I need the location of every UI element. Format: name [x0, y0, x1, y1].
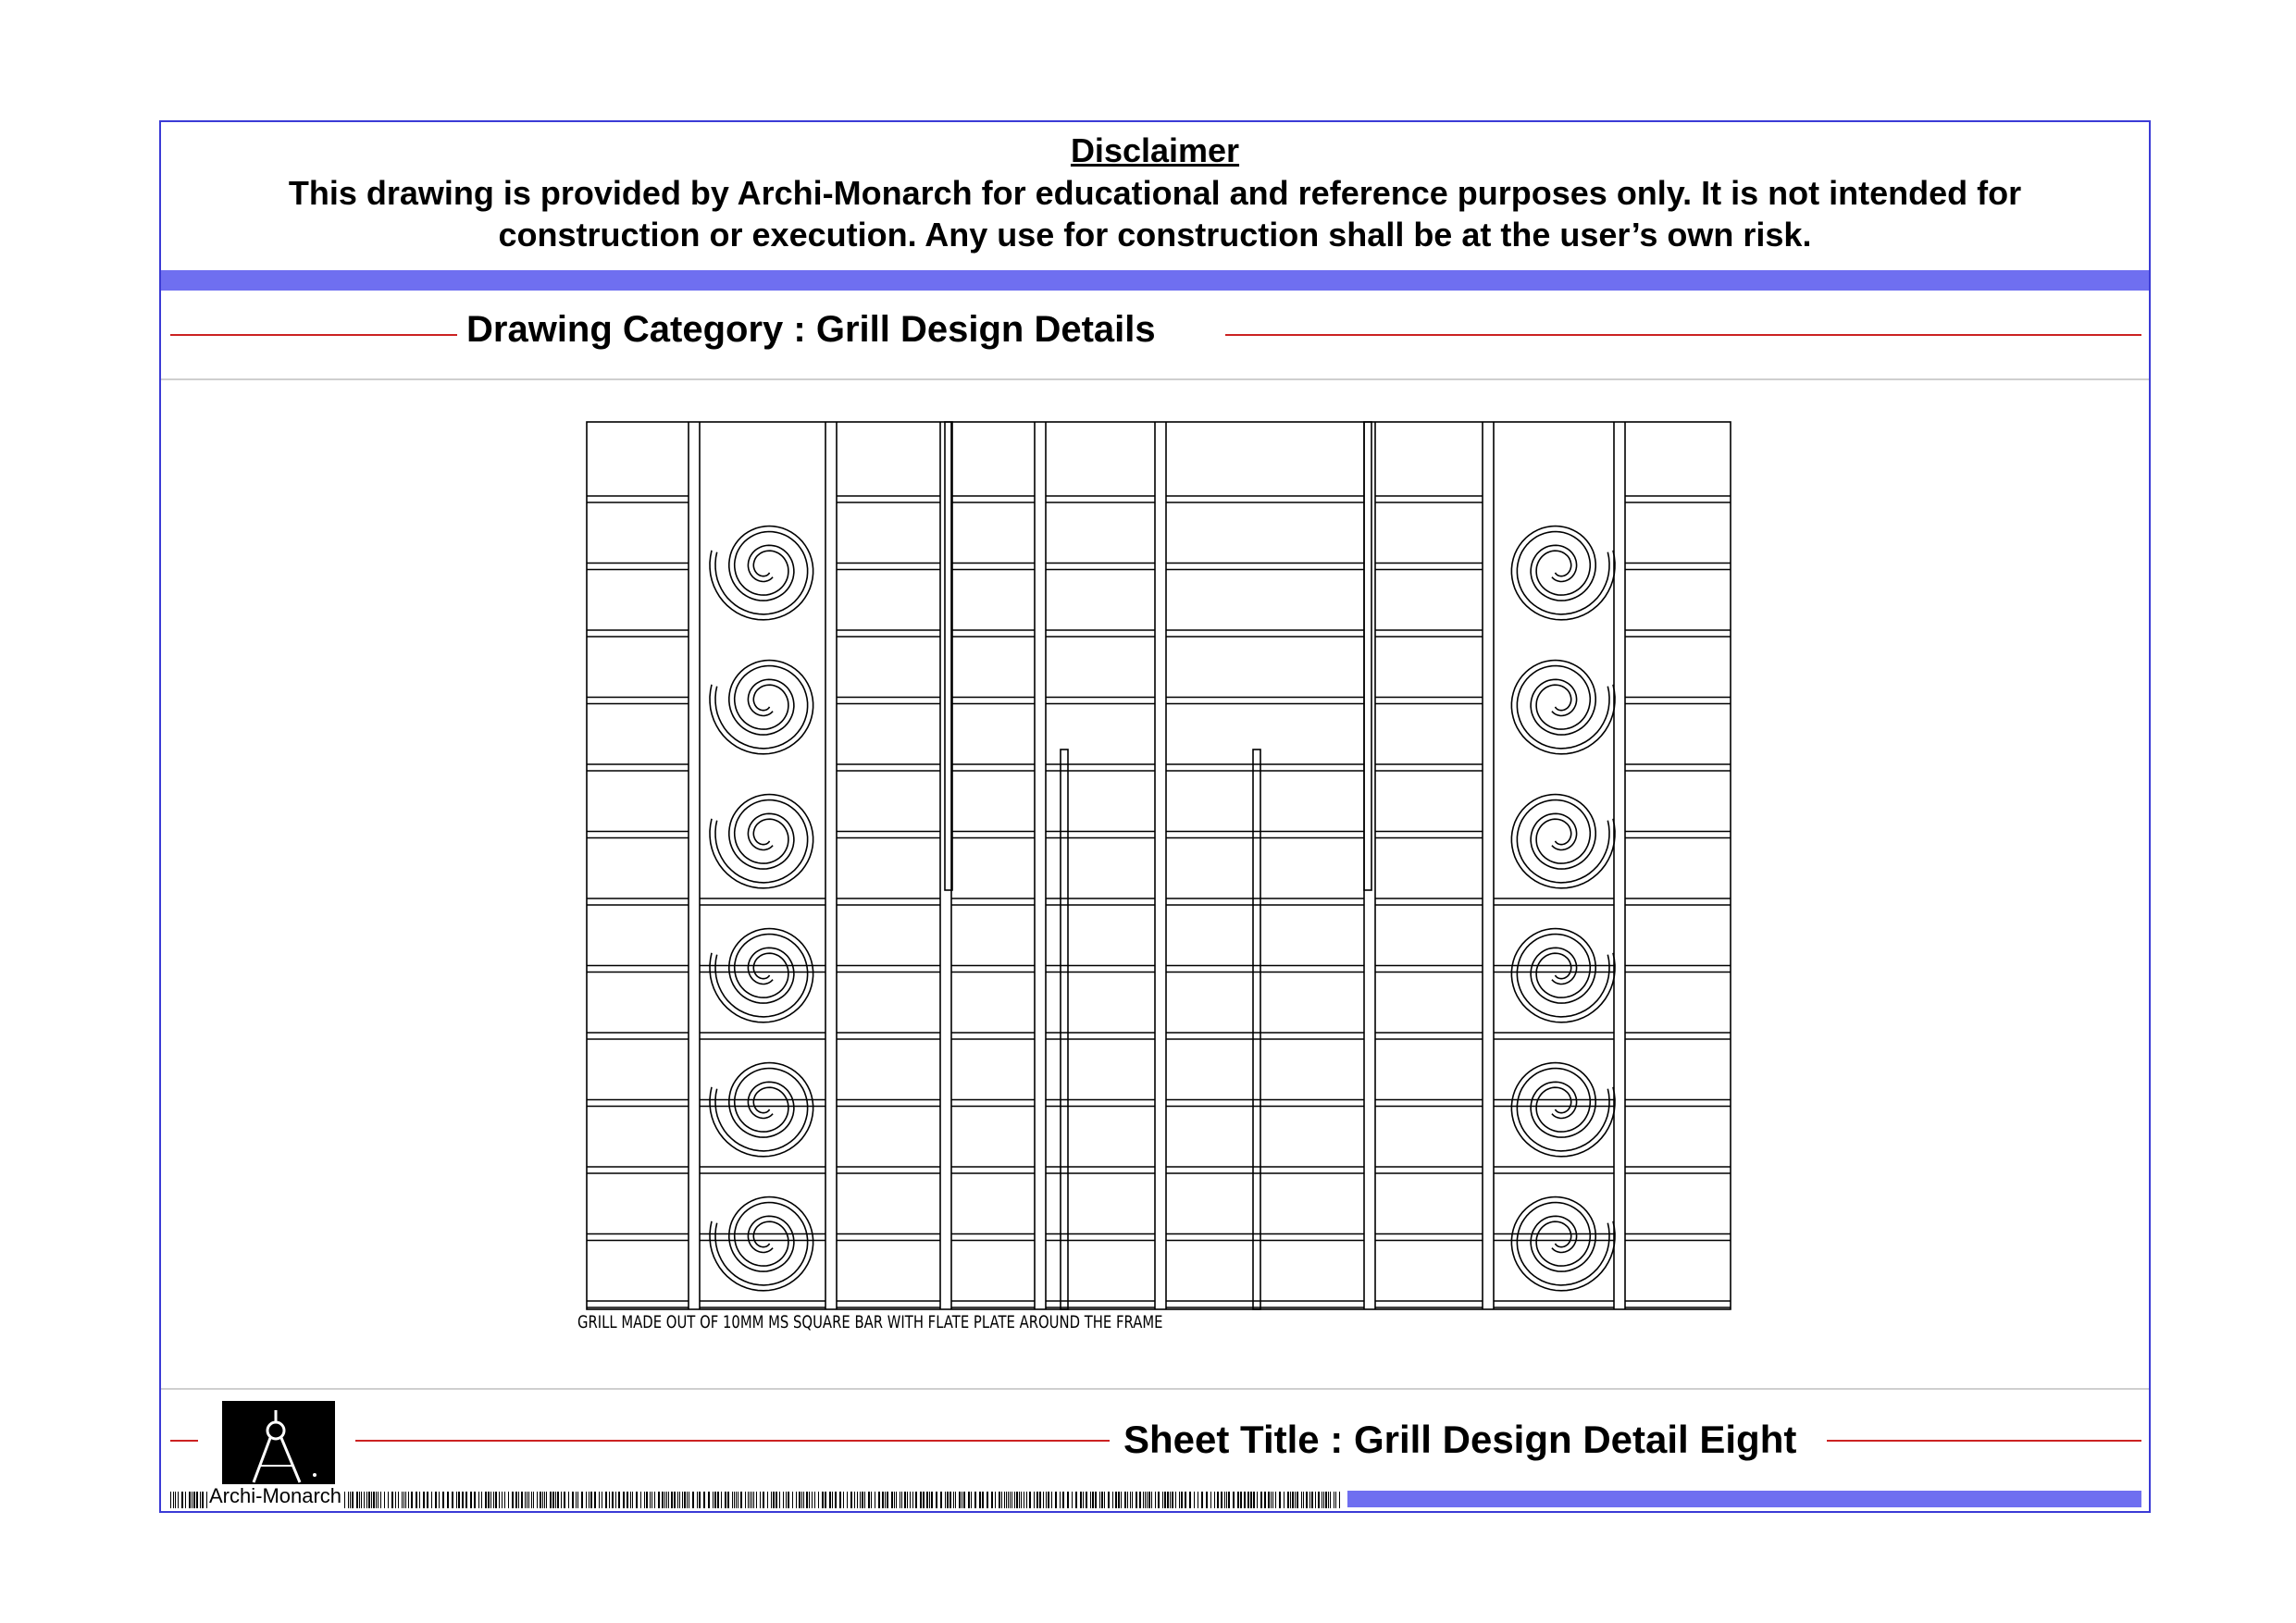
disclaimer-line-1: This drawing is provided by Archi-Monarch for educational and reference purposes only. It is not intended for — [288, 174, 2022, 212]
scroll-motif — [710, 527, 813, 620]
disclaimer-line-2: construction or execution. Any use for construction shall be at the user’s own risk. — [498, 216, 1812, 254]
scroll-motif — [710, 661, 813, 754]
grill-center-post — [1061, 750, 1068, 1309]
sheet-title: Sheet Title : Grill Design Detail Eight — [1123, 1418, 1797, 1461]
scroll-motif — [710, 1063, 813, 1157]
scroll-motif — [1511, 795, 1615, 888]
grill-long-bar-right — [1364, 422, 1371, 890]
drawing-category-title: Drawing Category : Grill Design Details — [466, 309, 1156, 350]
drawing-note: GRILL MADE OUT OF 10MM MS SQUARE BAR WITH FLATE PLATE AROUND THE FRAME — [577, 1312, 1163, 1332]
grill-drawing — [161, 122, 2149, 1510]
scroll-motif — [1511, 527, 1615, 620]
scroll-motif — [710, 1197, 813, 1291]
scroll-motif — [1511, 661, 1615, 754]
logo-text: Archi-Monarch — [209, 1484, 342, 1507]
scroll-motif — [710, 929, 813, 1022]
scroll-motif — [710, 795, 813, 888]
scroll-motif — [1511, 929, 1615, 1022]
disclaimer-title: Disclaimer — [1070, 131, 1240, 169]
scroll-motif — [1511, 1063, 1615, 1157]
scroll-motif — [1511, 1197, 1615, 1291]
drawing-sheet — [159, 120, 2151, 1513]
grill-center-post — [1253, 750, 1260, 1309]
